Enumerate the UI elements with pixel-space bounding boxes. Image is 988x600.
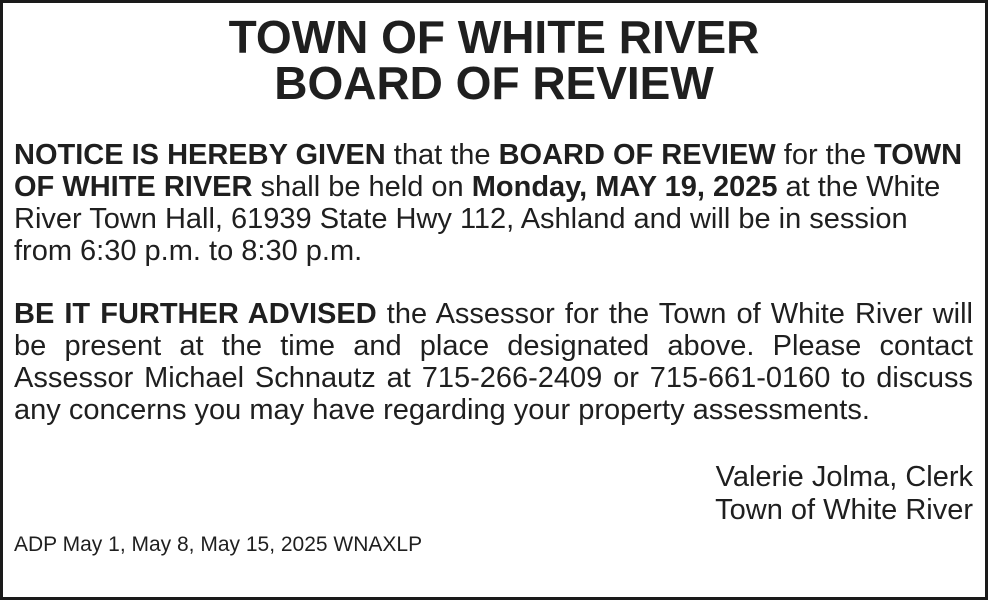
p1-text-1: that the: [385, 139, 499, 171]
p2-text-1: the Assessor for the Town of White River will be present at the time and place designated above. Please contact Assessor Michael Schnautz at 715-266-2409 or 715-661-0160 to discuss any concerns you may have regarding your property assessments.: [14, 298, 973, 426]
p1-text-2: for the: [775, 139, 875, 171]
p1-bold-notice: NOTICE IS HEREBY GIVEN: [14, 139, 386, 171]
signature-name: Valerie Jolma, Clerk: [715, 461, 973, 493]
signature-org: Town of White River: [715, 494, 973, 526]
p1-text-3: shall be held on: [252, 171, 472, 203]
notice-paragraph-1: [14, 139, 973, 267]
notice-title: [3, 3, 985, 109]
p2-bold-advised: BE IT FURTHER ADVISED: [14, 298, 377, 330]
p1-bold-date: Monday, MAY 19, 2025: [471, 171, 778, 203]
title-line-2: BOARD OF REVIEW: [274, 57, 714, 109]
publication-footer: ADP May 1, May 8, May 15, 2025 WNAXLP: [14, 533, 423, 556]
notice-paragraph-2: [14, 298, 973, 426]
signature-block: [715, 461, 973, 527]
p1-text-4: at the White River Town Hall, 61939 State Hwy 112, Ashland and will be in session from 6:30 p.m. to 8:30 p.m.: [14, 171, 941, 267]
p1-bold-town: TOWN OF WHITE RIVER: [14, 139, 963, 203]
p1-bold-board: BOARD OF REVIEW: [498, 139, 776, 171]
title-line-1: TOWN OF WHITE RIVER: [228, 11, 760, 63]
